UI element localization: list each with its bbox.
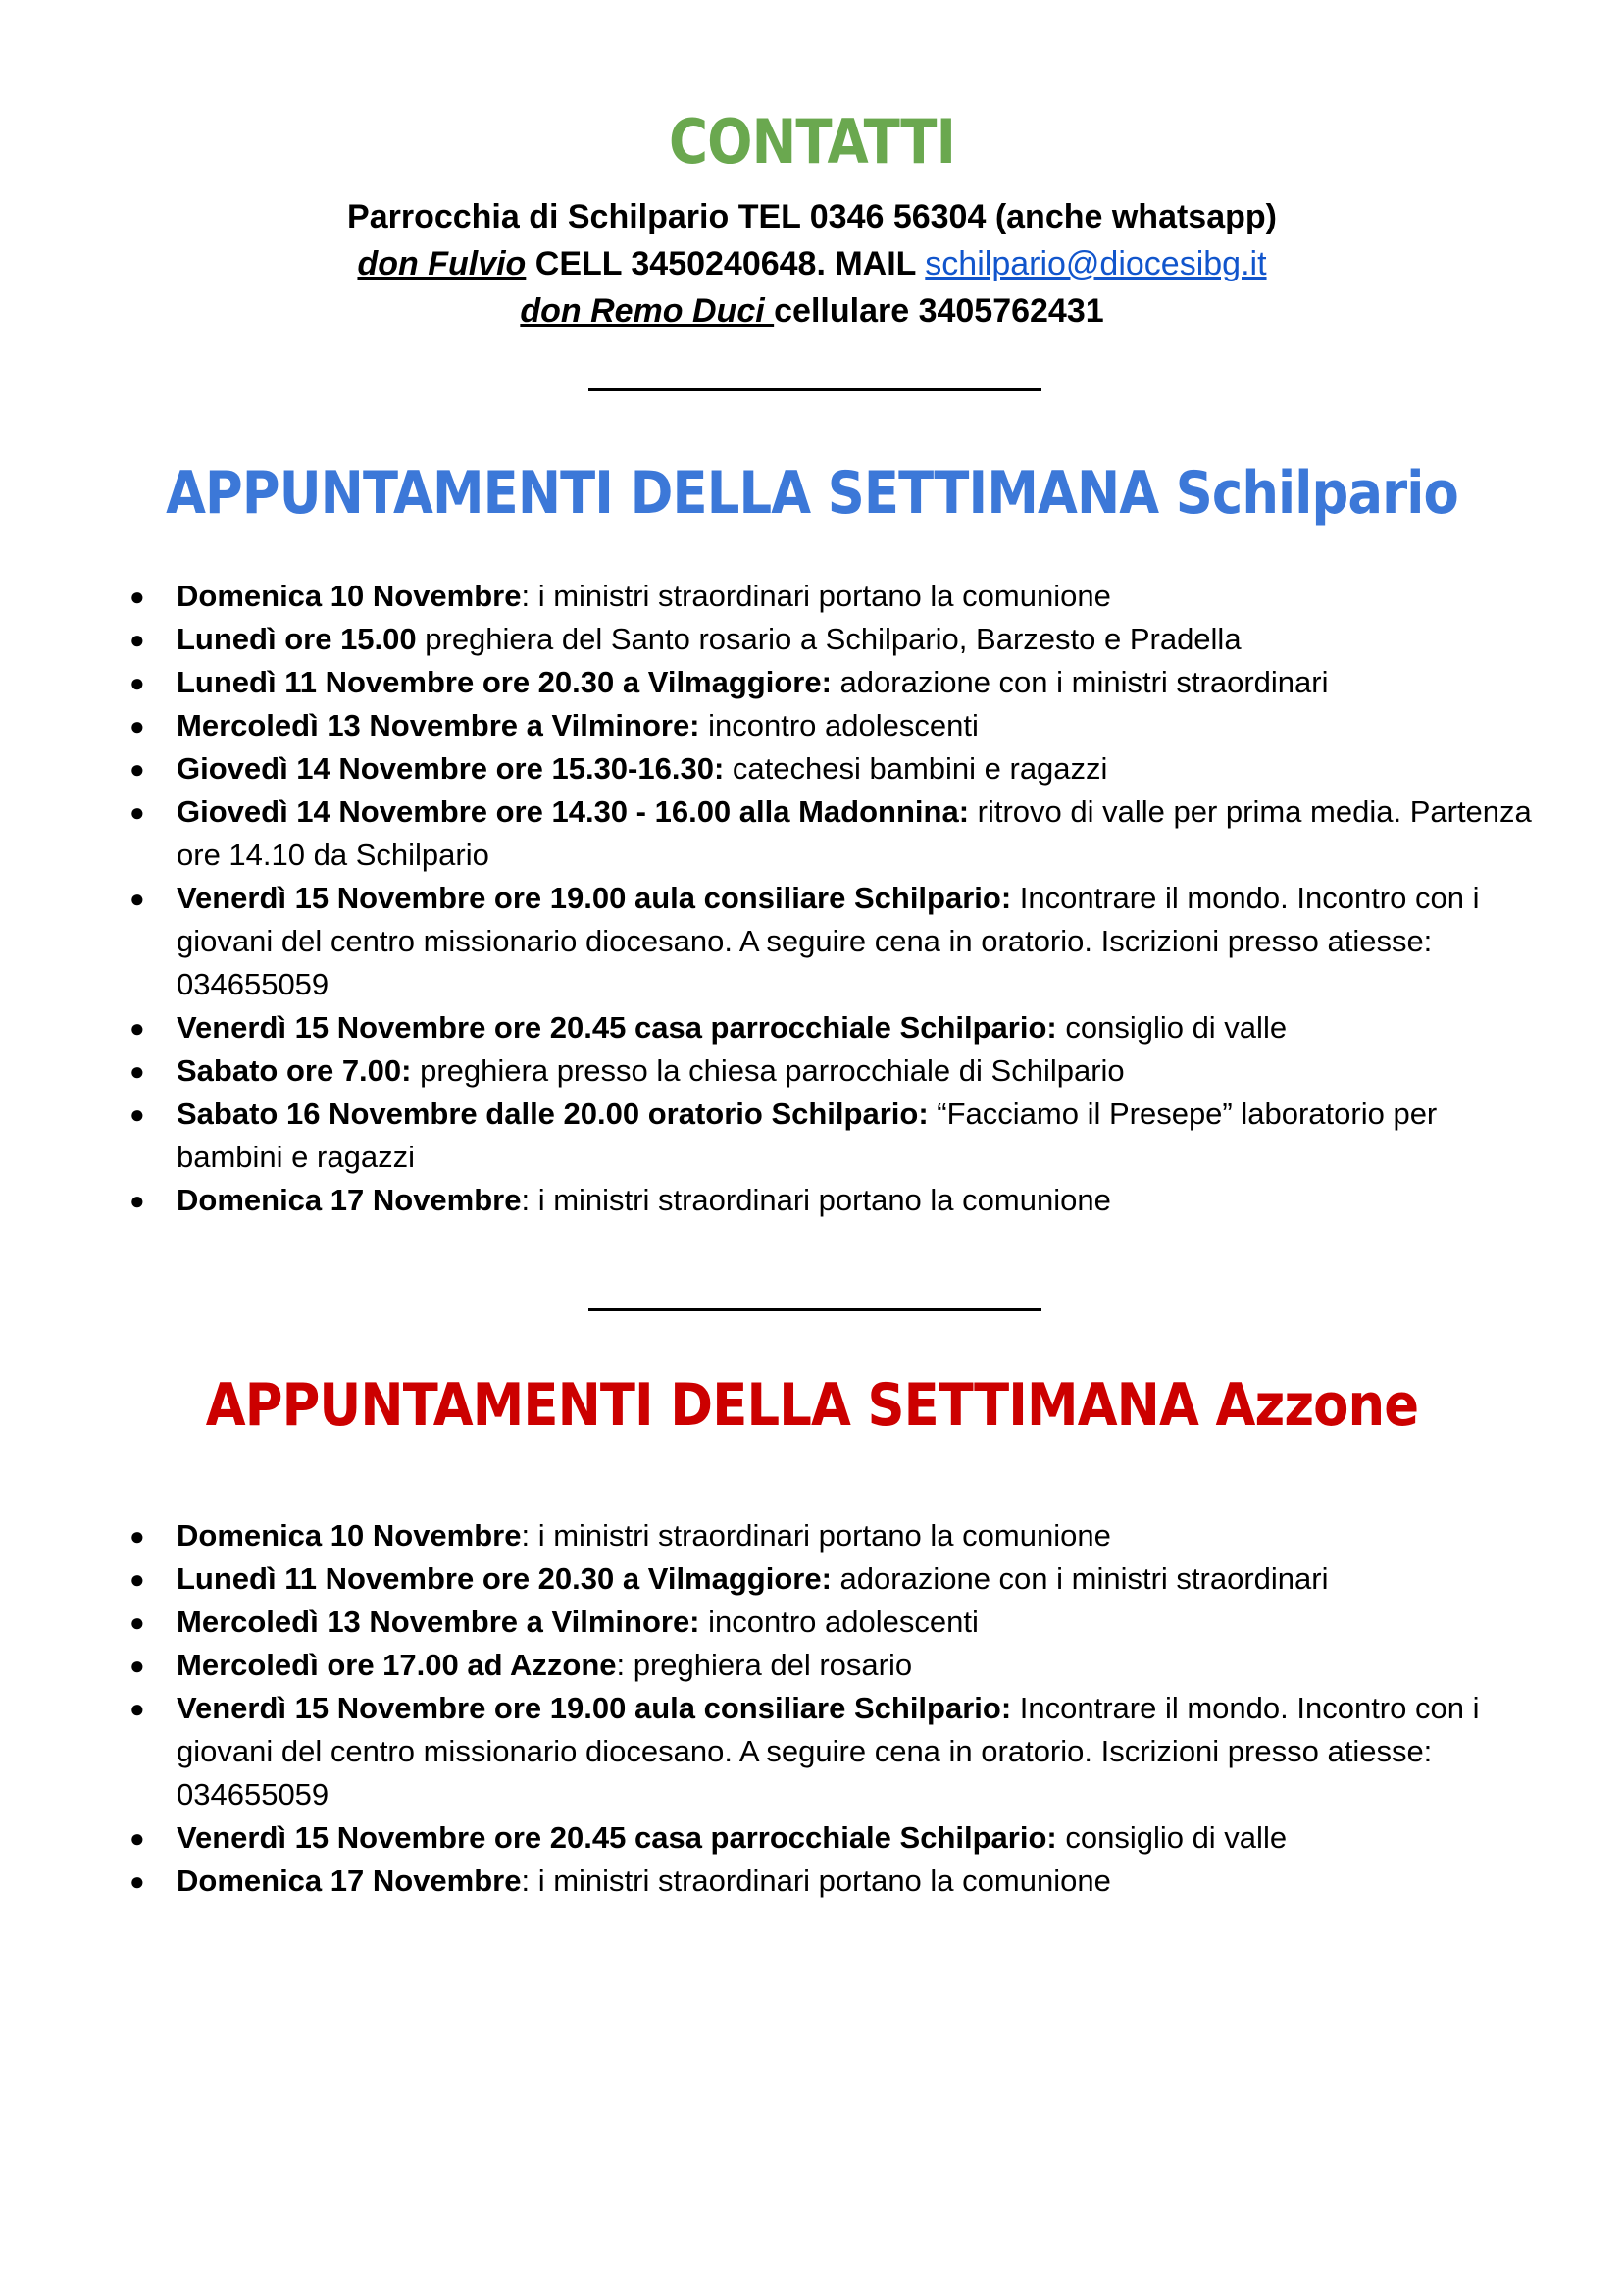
- bullet-icon: ●: [129, 1694, 145, 1723]
- appointment-description: consiglio di valle: [1056, 1820, 1288, 1855]
- divider-line: [588, 388, 1041, 391]
- contatti-heading: CONTATTI: [668, 106, 955, 178]
- list-item: [0, 790, 1624, 877]
- bullet-icon: ●: [129, 668, 145, 697]
- appointment-description: incontro adolescenti: [699, 1605, 979, 1639]
- list-item: [0, 618, 1624, 661]
- bullet-icon: ●: [129, 1099, 145, 1129]
- list-item: [0, 747, 1624, 790]
- list-item: [0, 1006, 1624, 1049]
- list-item: [0, 1601, 1624, 1644]
- don-fulvio-contact: CELL 3450240648. MAIL: [526, 245, 926, 282]
- bullet-icon: ●: [129, 797, 145, 827]
- bullet-icon: ●: [129, 1866, 145, 1896]
- appointment-description: Incontrare il mondo. Incontro con i giovani del centro missionario diocesano. A seguire cena in oratorio. Iscrizioni presso atiesse: 034655059: [177, 1691, 1480, 1811]
- appointment-description: adorazione con i ministri straordinari: [831, 665, 1329, 699]
- parish-phone-line: Parrocchia di Schilpario TEL 0346 56304 (anche whatsapp): [347, 198, 1277, 235]
- appointment-description: ritrovo di valle per prima media. Partenza ore 14.10 da Schilpario: [177, 794, 1532, 872]
- don-remo-name: don Remo Duci: [520, 292, 775, 330]
- bullet-icon: ●: [129, 1521, 145, 1551]
- appointment-when: Sabato ore 7.00:: [177, 1053, 412, 1088]
- list-item: [0, 1557, 1624, 1601]
- list-item: [0, 1514, 1624, 1557]
- bullet-icon: ●: [129, 884, 145, 913]
- appointment-when: Domenica 10 Novembre: [177, 1518, 522, 1553]
- bullet-icon: ●: [129, 625, 145, 654]
- bullet-icon: ●: [129, 1651, 145, 1680]
- appointment-description: consiglio di valle: [1056, 1010, 1288, 1045]
- appointment-when: Sabato 16 Novembre dalle 20.00 oratorio Schilpario:: [177, 1096, 929, 1131]
- schilpario-appointments-list: [0, 575, 1624, 1222]
- list-item: [0, 1093, 1624, 1179]
- list-item: [0, 1816, 1624, 1860]
- appointment-when: Mercoledì 13 Novembre a Vilminore:: [177, 708, 700, 742]
- list-item: [0, 1179, 1624, 1222]
- bullet-icon: ●: [129, 1056, 145, 1086]
- appointment-when: Venerdì 15 Novembre ore 19.00 aula consiliare Schilpario:: [177, 1691, 1012, 1725]
- appointment-when: Lunedì 11 Novembre ore 20.30 a Vilmaggiore:: [177, 1561, 832, 1596]
- bullet-icon: ●: [129, 754, 145, 784]
- appointment-when: Domenica 17 Novembre: [177, 1183, 522, 1217]
- list-item: [0, 704, 1624, 747]
- appointment-when: Lunedì ore 15.00: [177, 622, 417, 656]
- bullet-icon: ●: [129, 1564, 145, 1594]
- appointment-description: preghiera del Santo rosario a Schilpario, Barzesto e Pradella: [416, 622, 1242, 656]
- bullet-icon: ●: [129, 582, 145, 611]
- appointment-description: catechesi bambini e ragazzi: [724, 751, 1108, 786]
- appointment-when: Mercoledì 13 Novembre a Vilminore:: [177, 1605, 700, 1639]
- appointment-when: Venerdì 15 Novembre ore 19.00 aula consiliare Schilpario:: [177, 881, 1012, 915]
- list-item: [0, 661, 1624, 704]
- azzone-heading: APPUNTAMENTI DELLA SETTIMANA Azzone: [205, 1371, 1419, 1440]
- list-item: [0, 1049, 1624, 1093]
- appointment-description: : i ministri straordinari portano la comunione: [521, 579, 1111, 613]
- azzone-appointments-list: [0, 1514, 1624, 1903]
- appointment-description: Incontrare il mondo. Incontro con i giovani del centro missionario diocesano. A seguire cena in oratorio. Iscrizioni presso atiesse: 034655059: [177, 881, 1480, 1001]
- appointment-description: : preghiera del rosario: [616, 1648, 913, 1682]
- don-remo-line: [0, 288, 1624, 333]
- bullet-icon: ●: [129, 711, 145, 740]
- appointment-description: : i ministri straordinari portano la comunione: [521, 1183, 1111, 1217]
- list-item: [0, 1644, 1624, 1687]
- appointment-when: Mercoledì ore 17.00 ad Azzone: [177, 1648, 617, 1682]
- divider-line: [588, 1308, 1041, 1311]
- appointment-when: Domenica 17 Novembre: [177, 1863, 522, 1898]
- bullet-icon: ●: [129, 1013, 145, 1043]
- appointment-when: Domenica 10 Novembre: [177, 579, 522, 613]
- appointment-when: Giovedì 14 Novembre ore 14.30 - 16.00 alla Madonnina:: [177, 794, 970, 829]
- appointment-when: Venerdì 15 Novembre ore 20.45 casa parrocchiale Schilpario:: [177, 1820, 1057, 1855]
- don-fulvio-name: don Fulvio: [357, 245, 527, 282]
- list-item: [0, 877, 1624, 1006]
- bullet-icon: ●: [129, 1607, 145, 1637]
- bullet-icon: ●: [129, 1823, 145, 1853]
- list-item: [0, 575, 1624, 618]
- appointment-description: preghiera presso la chiesa parrocchiale di Schilpario: [411, 1053, 1125, 1088]
- list-item: [0, 1687, 1624, 1816]
- appointment-when: Giovedì 14 Novembre ore 15.30-16.30:: [177, 751, 725, 786]
- appointment-description: incontro adolescenti: [699, 708, 979, 742]
- appointment-when: Venerdì 15 Novembre ore 20.45 casa parrocchiale Schilpario:: [177, 1010, 1057, 1045]
- appointment-description: “Facciamo il Presepe” laboratorio per bambini e ragazzi: [177, 1096, 1438, 1174]
- don-remo-contact: cellulare 3405762431: [774, 292, 1104, 330]
- appointment-when: Lunedì 11 Novembre ore 20.30 a Vilmaggiore:: [177, 665, 832, 699]
- email-link[interactable]: schilpario@diocesibg.it: [925, 245, 1267, 282]
- bullet-icon: ●: [129, 1186, 145, 1215]
- don-fulvio-line: [0, 241, 1624, 286]
- appointment-description: adorazione con i ministri straordinari: [831, 1561, 1329, 1596]
- schilpario-heading: APPUNTAMENTI DELLA SETTIMANA Schilpario: [166, 459, 1458, 528]
- appointment-description: : i ministri straordinari portano la comunione: [521, 1863, 1111, 1898]
- list-item: [0, 1860, 1624, 1903]
- appointment-description: : i ministri straordinari portano la comunione: [521, 1518, 1111, 1553]
